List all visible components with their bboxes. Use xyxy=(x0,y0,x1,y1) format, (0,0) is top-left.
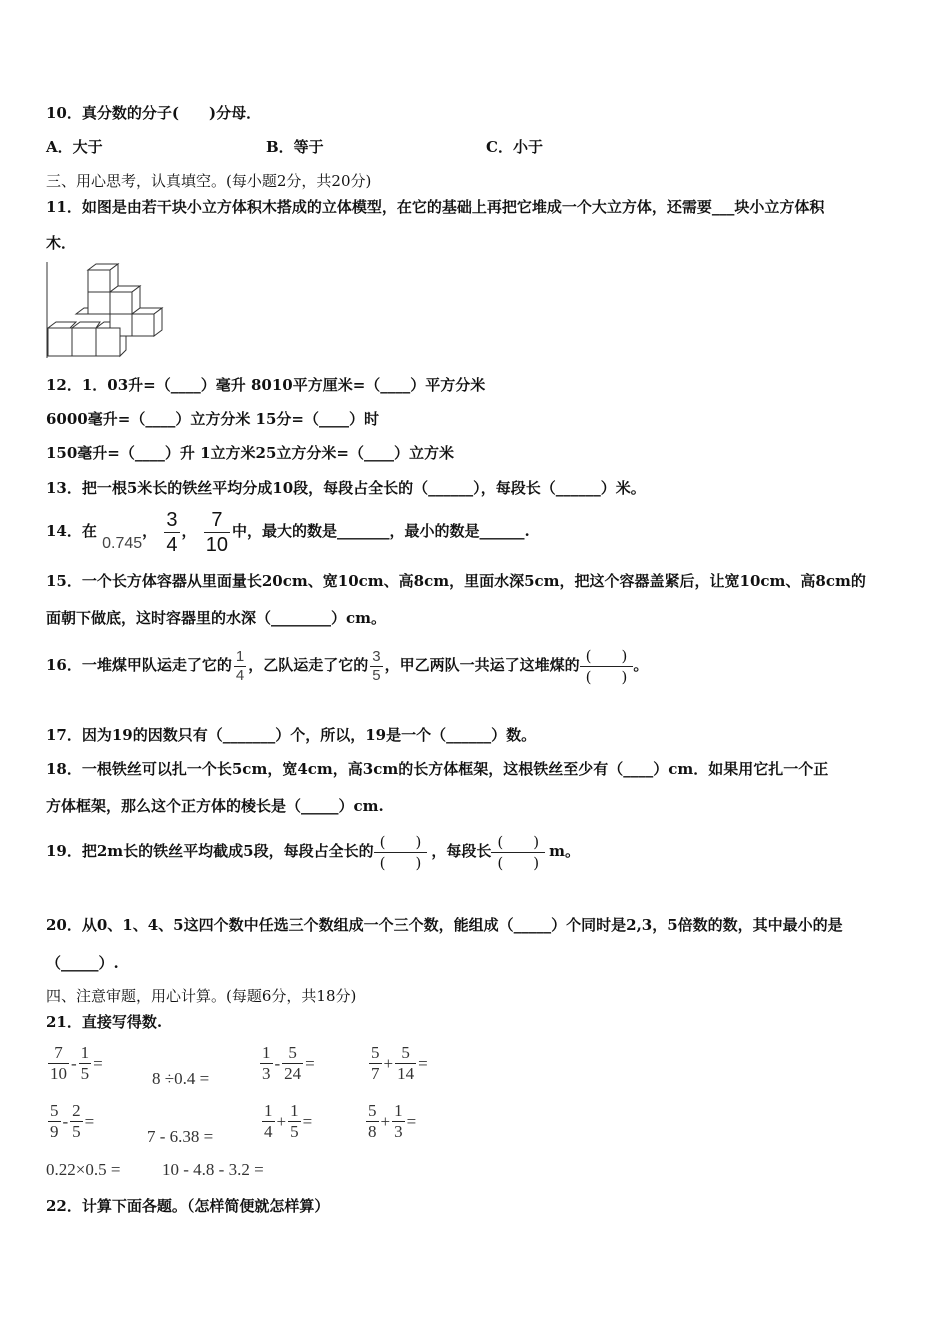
q16-fraction-3-5: $\frac{3}{5}$ xyxy=(372,647,381,684)
q22-text: 22．计算下面各题。（怎样简便就怎样算） xyxy=(46,1197,330,1215)
q14-line: 14．在 0.745， $\frac{3}{4}$ ， $\frac{7}{10}$ 中，最大的数是_______，最小的数是______. xyxy=(46,508,530,556)
q16-answer-fraction: $\frac{( )}{( )}$ xyxy=(580,646,634,687)
q14-prefix: 14．在 xyxy=(46,522,97,540)
section-4-heading: 四、注意审题，用心计算。(每题6分，共18分) xyxy=(46,987,357,1005)
q16-fraction-1-4: $\frac{1}{4}$ xyxy=(235,647,245,684)
calc-6: 7 - 6.38 = xyxy=(147,1127,214,1146)
q10-option-b: B．等于 xyxy=(266,138,324,156)
q14-decimal: 0.745 xyxy=(102,535,143,552)
q19-prefix: 19．把2m长的铁丝平均截成5段，每段占全长的 xyxy=(46,842,374,860)
q11-line1: 11．如图是由若干块小立方体积木搭成的立体模型，在它的基础上再把它堆成一个大立方体，还需要___块小立方体积 xyxy=(46,198,825,216)
calc-4: $\frac{5}{7}$ + $\frac{5}{14}$ = xyxy=(371,1043,428,1083)
q16-line: 16．一堆煤甲队运走了它的 $\frac{1}{4}$ ，乙队运走了它的 $\frac{3}{5}$ ，甲乙两队一共运了这堆煤的 $\frac{( )}{( )}$ 。 xyxy=(46,646,649,686)
q14-fraction-7-10: $\frac{7}{10}$ xyxy=(205,508,228,556)
q19-mid: ，每段长 xyxy=(431,842,492,860)
calc-10: 10 - 4.8 - 3.2 = xyxy=(162,1160,264,1179)
q12-line3: 150毫升=（____）升 1立方米25立方分米=（____）立方米 xyxy=(46,444,454,462)
q10-stem: 10．真分数的分子( )分母． xyxy=(46,104,262,122)
q16-mid: ，乙队运走了它的 xyxy=(248,656,369,674)
q18-line2: 方体框架，那么这个正方体的棱长是（_____）cm. xyxy=(46,797,384,815)
q18-line1: 18．一根铁丝可以扎一个长5cm，宽4cm，高3cm的长方体框架，这根铁丝至少有（____）cm．如果用它扎一个正 xyxy=(46,760,829,778)
cube-stack-figure xyxy=(46,262,168,360)
q15-line1: 15．一个长方体容器从里面量长20cm、宽10cm、高8cm，里面水深5cm，把这个容器盖紧后，让宽10cm、高8cm的 xyxy=(46,572,866,590)
q13-text: 13．把一根5米长的铁丝平均分成10段，每段占全长的（______），每段长（______）米。 xyxy=(46,479,646,497)
q20-line1: 20．从0、1、4、5这四个数中任选三个数组成一个三个数，能组成（_____）个同时是2,3，5倍数的数，其中最小的是 xyxy=(46,916,843,934)
calc-8: $\frac{5}{8}$ + $\frac{1}{3}$ = xyxy=(368,1101,417,1141)
q12-line2: 6000毫升=（____）立方分米 15分=（____）时 xyxy=(46,410,379,428)
q11-line2: 木． xyxy=(46,234,77,252)
section-3-heading: 三、用心思考，认真填空。(每小题2分，共20分) xyxy=(46,172,372,190)
q16-tail: ，甲乙两队一共运了这堆煤的 xyxy=(384,656,580,674)
q21-title: 21．直接写得数. xyxy=(46,1013,163,1031)
q14-suffix: 中，最大的数是_______，最小的数是______. xyxy=(232,522,530,540)
q10-option-c: C．小于 xyxy=(486,138,543,156)
q16-prefix: 16．一堆煤甲队运走了它的 xyxy=(46,656,232,674)
calc-9: 0.22×0.5 = xyxy=(46,1160,121,1179)
q19-fraction-portion: $\frac{( )}{( )}$ xyxy=(374,832,428,873)
q15-line2: 面朝下做底，这时容器里的水深（________）cm。 xyxy=(46,609,387,627)
q17-text: 17．因为19的因数只有（_______）个，所以，19是一个（______）数。 xyxy=(46,726,537,744)
q20-line2: （_____）. xyxy=(46,954,119,972)
calc-2: 8 ÷0.4 = xyxy=(152,1069,210,1088)
q10-option-a: A．大于 xyxy=(46,138,103,156)
calc-1: $\frac{7}{10}$ - $\frac{1}{5}$ = xyxy=(50,1043,103,1083)
q19-fraction-length: $\frac{( )}{( )}$ xyxy=(491,832,545,873)
calc-5: $\frac{5}{9}$ - $\frac{2}{5}$ = xyxy=(50,1101,95,1141)
calc-3: $\frac{1}{3}$ - $\frac{5}{24}$ = xyxy=(262,1043,315,1083)
q14-fraction-3-4: $\frac{3}{4}$ xyxy=(166,508,178,556)
calc-7: $\frac{1}{4}$ + $\frac{1}{5}$ = xyxy=(264,1101,313,1141)
q12-line1: 12．1．03升=（____）毫升 8010平方厘米=（____）平方分米 xyxy=(46,376,486,394)
q19-line: 19．把2m长的铁丝平均截成5段，每段占全长的 $\frac{( )}{( )}$ ，每段长 $\frac{( )}{( )}$ m。 xyxy=(46,832,580,872)
